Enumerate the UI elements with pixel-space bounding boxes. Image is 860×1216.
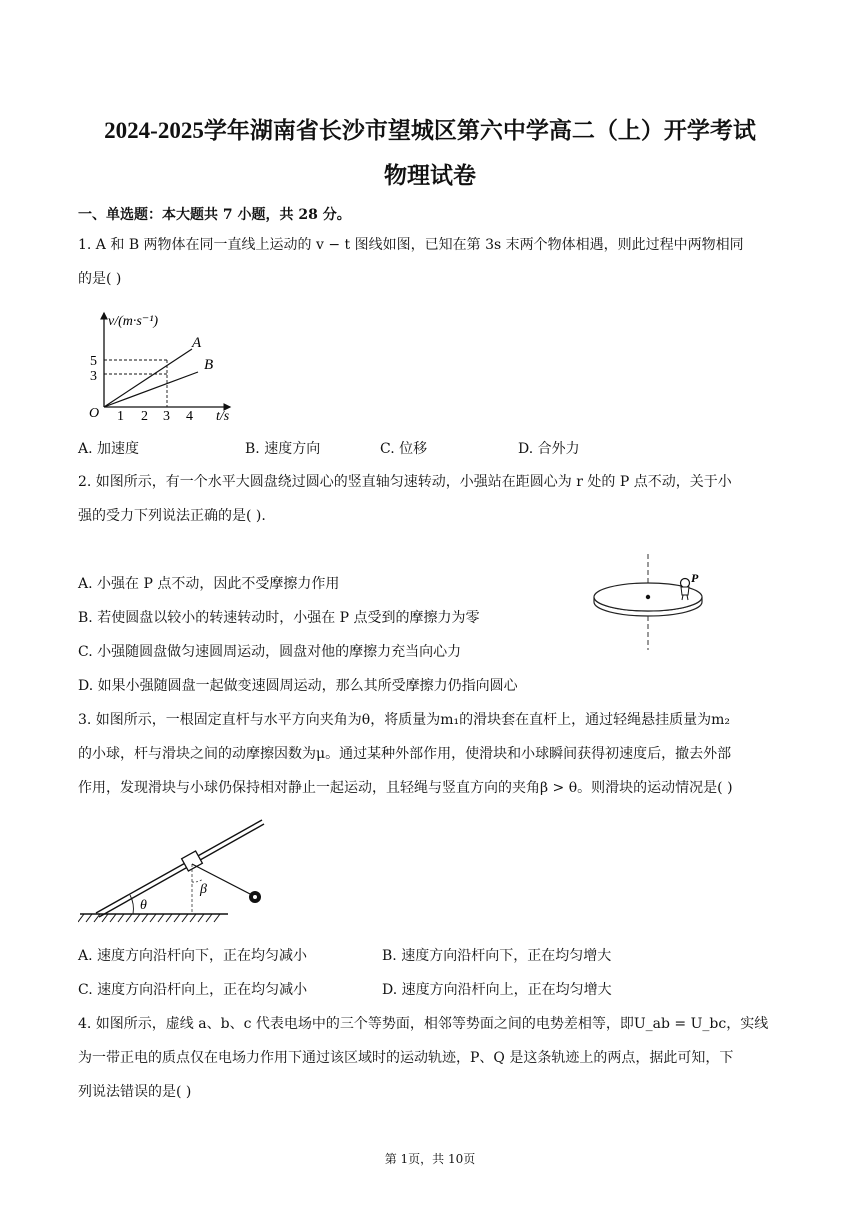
section-heading: 一、单选题：本大题共 7 小题，共 28 分。 <box>78 207 351 223</box>
q2-stem-line2: 强的受力下列说法正确的是( ). <box>78 508 266 524</box>
q2-option-d: D. 如果小强随圆盘一起做变速圆周运动，那么其所受摩擦力仍指向圆心 <box>78 678 518 694</box>
q4-stem-line3: 列说法错误的是( ) <box>78 1084 192 1100</box>
q2-point-label: P <box>691 571 699 585</box>
q1-x-tick-4: 4 <box>186 409 193 424</box>
q1-origin-label: O <box>89 406 100 421</box>
q3-theta-label: θ <box>140 898 147 913</box>
q1-line-label-a: A <box>192 335 202 351</box>
q4-stem-line2: 为一带正电的质点仅在电场力作用下通过该区域时的运动轨迹，P、Q 是这条轨迹上的两点，据此可知，下 <box>78 1050 734 1066</box>
q3-option-a: A. 速度方向沿杆向下，正在均匀减小 <box>78 948 308 964</box>
q1-option-c: C. 位移 <box>380 441 428 457</box>
q3-stem-line1: 3. 如图所示，一根固定直杆与水平方向夹角为θ，将质量为m₁的滑块套在直杆上，通过轻绳悬挂质量为m₂ <box>78 712 731 728</box>
exam-title-line1: 2024-2025学年湖南省长沙市望城区第六中学高二（上）开学考试 <box>104 118 756 143</box>
q1-stem-line1: 1. A 和 B 两物体在同一直线上运动的 v − t 图线如图，已知在第 3s 末两个物体相遇，则此过程中两物相同 <box>78 237 744 253</box>
q1-y-tick-5: 5 <box>90 354 97 369</box>
q1-x-tick-2: 2 <box>141 409 148 424</box>
q1-x-tick-3: 3 <box>163 409 170 424</box>
q1-option-a: A. 加速度 <box>78 441 140 457</box>
q3-stem-line3: 作用，发现滑块与小球仍保持相对静止一起运动，且轻绳与竖直方向的夹角β > θ。则滑块的运动情况是( ) <box>78 780 733 796</box>
q1-y-tick-3: 3 <box>90 369 97 384</box>
q1-x-tick-1: 1 <box>117 409 124 424</box>
q2-option-b: B. 若使圆盘以较小的转速转动时，小强在 P 点受到的摩擦力为零 <box>78 610 480 626</box>
q3-stem-line2: 的小球，杆与滑块之间的动摩擦因数为μ。通过某种外部作用，使滑块和小球瞬间获得初速度后，撤去外部 <box>78 746 732 762</box>
q1-y-axis-label: v/(m·s⁻¹) <box>108 314 159 329</box>
q3-rod-slider-figure <box>78 812 278 924</box>
q3-beta-label: β <box>200 882 207 897</box>
q1-line-label-b: B <box>204 357 214 373</box>
q1-option-b: B. 速度方向 <box>245 441 321 457</box>
q4-stem-line1: 4. 如图所示，虚线 a、b、c 代表电场中的三个等势面，相邻等势面之间的电势差相等，即U_ab = U_bc，实线 <box>78 1016 769 1032</box>
q1-x-axis-label: t/s <box>216 409 230 424</box>
q3-option-c: C. 速度方向沿杆向上，正在均匀减小 <box>78 982 308 998</box>
q3-option-d: D. 速度方向沿杆向上，正在均匀增大 <box>382 982 612 998</box>
q3-option-b: B. 速度方向沿杆向下，正在均匀增大 <box>382 948 612 964</box>
exam-title-line2: 物理试卷 <box>384 163 476 188</box>
q2-stem-line1: 2. 如图所示，有一个水平大圆盘绕过圆心的竖直轴匀速转动，小强站在距圆心为 r 处的 P 点不动，关于小 <box>78 474 732 490</box>
q2-option-c: C. 小强随圆盘做匀速圆周运动，圆盘对他的摩擦力充当向心力 <box>78 644 462 660</box>
q1-stem-line2: 的是( ) <box>78 271 122 287</box>
q1-option-d: D. 合外力 <box>518 441 580 457</box>
page-footer: 第 1页，共 10页 <box>384 1152 476 1166</box>
q2-option-a: A. 小强在 P 点不动，因此不受摩擦力作用 <box>78 576 340 592</box>
q1-vt-graph <box>80 305 250 430</box>
q2-rotating-disc-figure <box>590 552 710 652</box>
